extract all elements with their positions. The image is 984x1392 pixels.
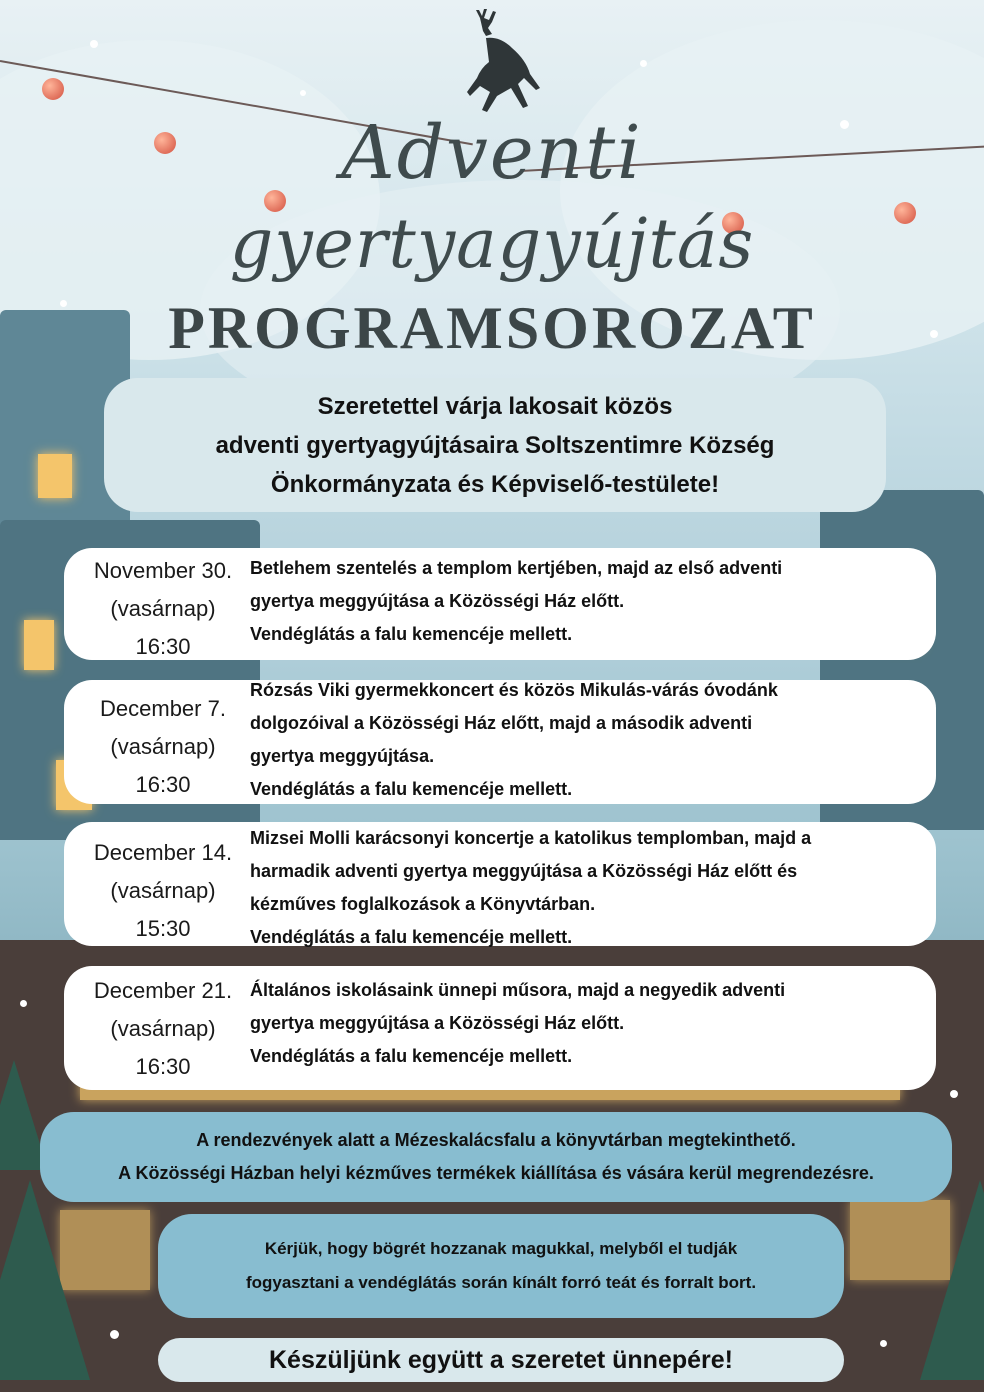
event-card xyxy=(64,822,936,946)
info-line: A rendezvények alatt a Mézeskalácsfalu a könyvtárban megtekinthető. xyxy=(196,1130,796,1150)
event-date-block xyxy=(74,972,252,1086)
event-time: 16:30 xyxy=(135,772,191,797)
event-card xyxy=(64,680,936,804)
event-date-block xyxy=(74,834,252,948)
intro-panel xyxy=(104,378,886,512)
ornament-icon xyxy=(42,78,64,100)
closing-message: Készüljünk együtt a szeretet ünnepére! xyxy=(158,1338,844,1382)
event-time: 16:30 xyxy=(135,1054,191,1079)
event-line: Mizsei Molli karácsonyi koncertje a katolikus templomban, majd a xyxy=(250,828,812,848)
event-date-block xyxy=(74,690,252,804)
event-date: November 30. xyxy=(93,558,233,583)
info-panel-mug xyxy=(158,1214,844,1318)
event-line: Vendéglátás a falu kemencéje mellett. xyxy=(250,624,573,644)
info-line: Kérjük, hogy bögrét hozzanak magukkal, melyből el tudják xyxy=(264,1239,738,1258)
tree-icon xyxy=(920,1180,984,1380)
event-day: (vasárnap) xyxy=(110,1016,216,1041)
event-line: Vendéglátás a falu kemencéje mellett. xyxy=(250,779,573,799)
event-description xyxy=(250,974,920,1073)
event-time: 16:30 xyxy=(135,634,191,659)
event-time: 15:30 xyxy=(135,916,191,941)
event-date: December 7. xyxy=(100,696,226,721)
intro-line: adventi gyertyagyújtásaira Soltszentimre Község xyxy=(215,431,775,459)
intro-line: Önkormányzata és Képviselő-testülete! xyxy=(270,470,720,498)
event-line: Általános iskolásaink ünnepi műsora, majd a negyedik adventi xyxy=(250,980,786,1000)
event-line: Betlehem szentelés a templom kertjében, majd az első adventi xyxy=(250,558,783,578)
event-line: Vendéglátás a falu kemencéje mellett. xyxy=(250,1046,573,1066)
event-line: Vendéglátás a falu kemencéje mellett. xyxy=(250,927,573,947)
event-card xyxy=(64,548,936,660)
intro-line: Szeretettel várja lakosait közös xyxy=(317,392,673,420)
info-line: A Közösségi Házban helyi kézműves termékek kiállítása és vására kerül megrendezésre. xyxy=(118,1163,874,1183)
event-line: gyertya meggyújtása a Közösségi Ház előtt. xyxy=(250,1013,625,1033)
event-description xyxy=(250,822,920,954)
tree-icon xyxy=(0,1180,90,1380)
event-line: dolgozóival a Közösségi Ház előtt, majd a második adventi xyxy=(250,713,753,733)
event-description xyxy=(250,552,920,651)
info-panel-exhibition xyxy=(40,1112,952,1202)
event-date: December 21. xyxy=(93,978,233,1003)
event-card xyxy=(64,966,936,1090)
event-day: (vasárnap) xyxy=(110,734,216,759)
event-line: kézműves foglalkozások a Könyvtárban. xyxy=(250,894,596,914)
title-line-2: gyertyagyújtás xyxy=(229,205,755,284)
event-day: (vasárnap) xyxy=(110,596,216,621)
event-date-block xyxy=(74,552,252,666)
page-title: PROGRAMSOROZAT xyxy=(168,295,816,361)
event-line: Rózsás Viki gyermekkoncert és közös Mikulás-várás óvodánk xyxy=(250,680,778,700)
event-day: (vasárnap) xyxy=(110,878,216,903)
title-line-1: Adventi xyxy=(341,110,643,196)
info-line: fogyasztani a vendéglátás során kínált forró teát és forralt bort. xyxy=(245,1273,757,1292)
event-description xyxy=(250,674,920,806)
event-line: gyertya meggyújtása a Közösségi Ház előtt. xyxy=(250,591,625,611)
event-line: harmadik adventi gyertya meggyújtása a Közösségi Ház előtt és xyxy=(250,861,798,881)
event-line: gyertya meggyújtása. xyxy=(250,746,435,766)
event-date: December 14. xyxy=(93,840,233,865)
reindeer-icon xyxy=(440,8,552,120)
